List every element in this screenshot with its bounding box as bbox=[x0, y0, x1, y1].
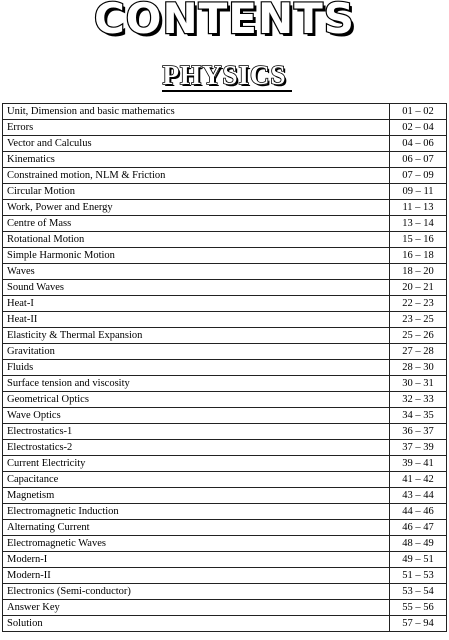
page-range-cell: 27 – 28 bbox=[390, 344, 447, 360]
page-range-cell: 01 – 02 bbox=[390, 104, 447, 120]
topic-cell: Modern-I bbox=[3, 552, 390, 568]
page-range-cell: 43 – 44 bbox=[390, 488, 447, 504]
table-row bbox=[3, 360, 447, 376]
table-row bbox=[3, 568, 447, 584]
table-row bbox=[3, 552, 447, 568]
topic-cell: Gravitation bbox=[3, 344, 390, 360]
topic-cell: Errors bbox=[3, 120, 390, 136]
table-row bbox=[3, 184, 447, 200]
topic-cell: Rotational Motion bbox=[3, 232, 390, 248]
topic-cell: Surface tension and viscosity bbox=[3, 376, 390, 392]
topic-cell: Circular Motion bbox=[3, 184, 390, 200]
page-title: CONTENTS bbox=[93, 0, 356, 43]
topic-cell: Current Electricity bbox=[3, 456, 390, 472]
table-row bbox=[3, 440, 447, 456]
page-range-cell: 16 – 18 bbox=[390, 248, 447, 264]
table-row bbox=[3, 616, 447, 632]
topic-cell: Electromagnetic Waves bbox=[3, 536, 390, 552]
topic-cell: Kinematics bbox=[3, 152, 390, 168]
page-range-cell: 41 – 42 bbox=[390, 472, 447, 488]
topic-cell: Vector and Calculus bbox=[3, 136, 390, 152]
topic-cell: Centre of Mass bbox=[3, 216, 390, 232]
page-range-cell: 36 – 37 bbox=[390, 424, 447, 440]
page-range-cell: 04 – 06 bbox=[390, 136, 447, 152]
page-range-cell: 15 – 16 bbox=[390, 232, 447, 248]
table-row bbox=[3, 536, 447, 552]
page-range-cell: 25 – 26 bbox=[390, 328, 447, 344]
page-range-cell: 20 – 21 bbox=[390, 280, 447, 296]
page-range-cell: 48 – 49 bbox=[390, 536, 447, 552]
page-range-cell: 09 – 11 bbox=[390, 184, 447, 200]
section-subtitle: PHYSICS bbox=[162, 60, 287, 90]
topic-cell: Heat-I bbox=[3, 296, 390, 312]
page-range-cell: 44 – 46 bbox=[390, 504, 447, 520]
table-row bbox=[3, 312, 447, 328]
page-range-cell: 30 – 31 bbox=[390, 376, 447, 392]
page-range-cell: 13 – 14 bbox=[390, 216, 447, 232]
table-row bbox=[3, 600, 447, 616]
table-row bbox=[3, 200, 447, 216]
table-row bbox=[3, 280, 447, 296]
page-range-cell: 06 – 07 bbox=[390, 152, 447, 168]
table-row bbox=[3, 120, 447, 136]
topic-cell: Geometrical Optics bbox=[3, 392, 390, 408]
page-range-cell: 37 – 39 bbox=[390, 440, 447, 456]
table-row bbox=[3, 216, 447, 232]
topic-cell: Capacitance bbox=[3, 472, 390, 488]
topic-cell: Wave Optics bbox=[3, 408, 390, 424]
table-row bbox=[3, 248, 447, 264]
topic-cell: Fluids bbox=[3, 360, 390, 376]
table-row bbox=[3, 392, 447, 408]
topic-cell: Electronics (Semi-conductor) bbox=[3, 584, 390, 600]
page-range-cell: 22 – 23 bbox=[390, 296, 447, 312]
topic-cell: Sound Waves bbox=[3, 280, 390, 296]
topic-cell: Work, Power and Energy bbox=[3, 200, 390, 216]
topic-cell: Unit, Dimension and basic mathematics bbox=[3, 104, 390, 120]
contents-table bbox=[2, 103, 447, 632]
table-row bbox=[3, 328, 447, 344]
topic-cell: Answer Key bbox=[3, 600, 390, 616]
topic-cell: Alternating Current bbox=[3, 520, 390, 536]
table-row bbox=[3, 104, 447, 120]
topic-cell: Magnetism bbox=[3, 488, 390, 504]
topic-cell: Electrostatics-2 bbox=[3, 440, 390, 456]
table-row bbox=[3, 584, 447, 600]
topic-cell: Heat-II bbox=[3, 312, 390, 328]
page-range-cell: 07 – 09 bbox=[390, 168, 447, 184]
page-range-cell: 34 – 35 bbox=[390, 408, 447, 424]
topic-cell: Simple Harmonic Motion bbox=[3, 248, 390, 264]
topic-cell: Constrained motion, NLM & Friction bbox=[3, 168, 390, 184]
page-range-cell: 18 – 20 bbox=[390, 264, 447, 280]
table-row bbox=[3, 152, 447, 168]
table-row bbox=[3, 264, 447, 280]
page-range-cell: 55 – 56 bbox=[390, 600, 447, 616]
table-row bbox=[3, 408, 447, 424]
page-range-cell: 57 – 94 bbox=[390, 616, 447, 632]
page-range-cell: 49 – 51 bbox=[390, 552, 447, 568]
table-row bbox=[3, 296, 447, 312]
page-range-cell: 39 – 41 bbox=[390, 456, 447, 472]
topic-cell: Modern-II bbox=[3, 568, 390, 584]
topic-cell: Electrostatics-1 bbox=[3, 424, 390, 440]
page-range-cell: 51 – 53 bbox=[390, 568, 447, 584]
table-row bbox=[3, 168, 447, 184]
table-row bbox=[3, 456, 447, 472]
table-row bbox=[3, 472, 447, 488]
topic-cell: Solution bbox=[3, 616, 390, 632]
page-range-cell: 02 – 04 bbox=[390, 120, 447, 136]
contents-table-body bbox=[3, 104, 447, 632]
table-row bbox=[3, 424, 447, 440]
topic-cell: Elasticity & Thermal Expansion bbox=[3, 328, 390, 344]
page-range-cell: 32 – 33 bbox=[390, 392, 447, 408]
page-range-cell: 28 – 30 bbox=[390, 360, 447, 376]
table-row bbox=[3, 520, 447, 536]
table-row bbox=[3, 344, 447, 360]
page-range-cell: 23 – 25 bbox=[390, 312, 447, 328]
table-row bbox=[3, 136, 447, 152]
table-row bbox=[3, 232, 447, 248]
page-range-cell: 11 – 13 bbox=[390, 200, 447, 216]
table-row bbox=[3, 376, 447, 392]
table-row bbox=[3, 488, 447, 504]
topic-cell: Electromagnetic Induction bbox=[3, 504, 390, 520]
page-range-cell: 53 – 54 bbox=[390, 584, 447, 600]
topic-cell: Waves bbox=[3, 264, 390, 280]
table-row bbox=[3, 504, 447, 520]
page-range-cell: 46 – 47 bbox=[390, 520, 447, 536]
subtitle-underline bbox=[162, 90, 292, 92]
